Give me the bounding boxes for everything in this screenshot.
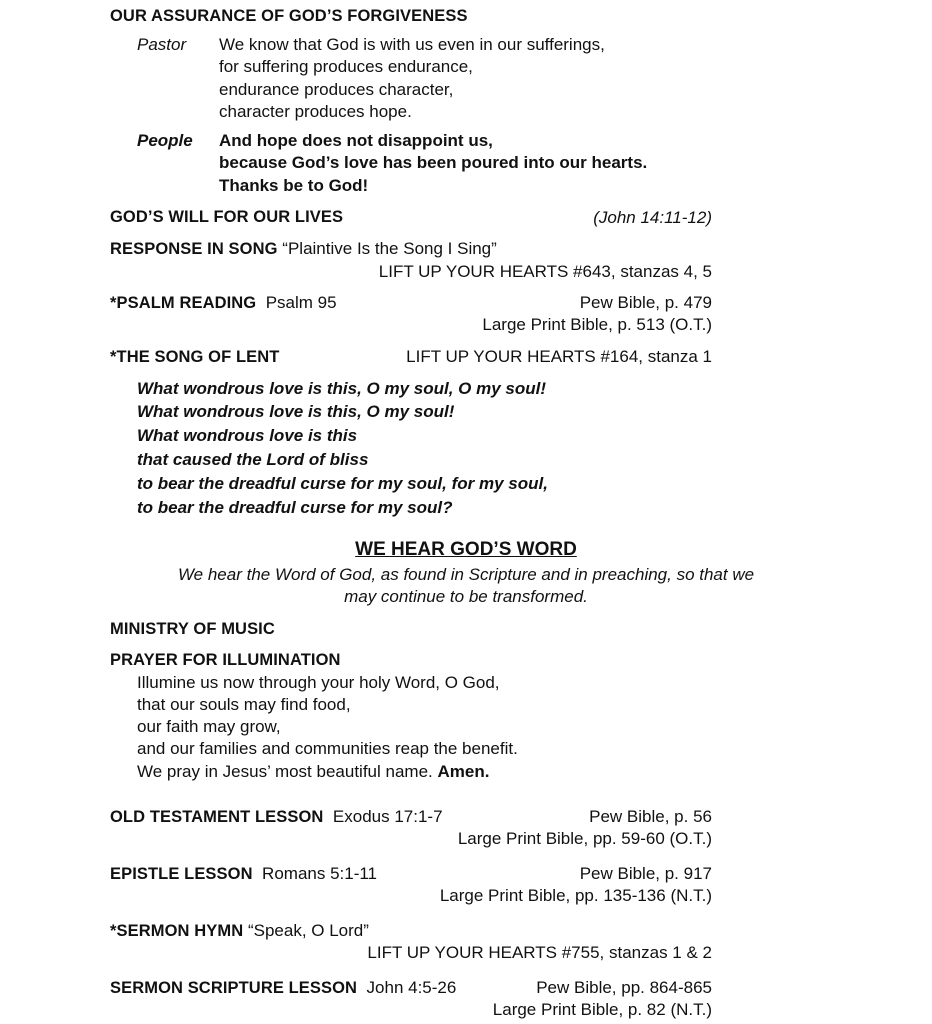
epistle-heading: EPISTLE LESSON: [110, 865, 253, 883]
illumination-line-4: and our families and communities reap the benefit.: [137, 739, 518, 758]
lent-line-1: What wondrous love is this, O my soul, O my soul!: [137, 379, 546, 398]
word-intro-1: We hear the Word of God, as found in Scripture and in preaching, so that we: [177, 565, 755, 584]
illumination-heading: PRAYER FOR ILLUMINATION: [110, 651, 341, 669]
lent-line-2: What wondrous love is this, O my soul!: [137, 402, 455, 421]
pastor-line-1: We know that God is with us even in our sufferings,: [219, 35, 605, 54]
epistle-large-print: Large Print Bible, pp. 135-136 (N.T.): [439, 886, 712, 905]
people-label: People: [137, 131, 193, 150]
lent-line-4: that caused the Lord of bliss: [137, 450, 369, 469]
ot-heading: OLD TESTAMENT LESSON: [110, 808, 324, 826]
sermon-hymn-heading: *SERMON HYMN: [110, 922, 244, 940]
ot-line: [110, 806, 443, 828]
lent-source: LIFT UP YOUR HEARTS #164, stanza 1: [406, 347, 712, 366]
music-heading: MINISTRY OF MUSIC: [110, 620, 275, 638]
epistle-line: [110, 863, 377, 885]
illumination-line-3: our faith may grow,: [137, 717, 281, 736]
psalm-pew: Pew Bible, p. 479: [579, 293, 712, 312]
gods-will-ref: (John 14:11-12): [593, 208, 712, 227]
sermon-hymn-title: “Speak, O Lord”: [247, 921, 369, 940]
psalm-passage: Psalm 95: [265, 293, 337, 312]
pastor-line-3: endurance produces character,: [219, 80, 454, 99]
ot-large-print: Large Print Bible, pp. 59-60 (O.T.): [457, 829, 712, 848]
response-heading: RESPONSE IN SONG: [110, 240, 278, 258]
psalm-line: [110, 292, 337, 314]
response-line: [110, 238, 497, 260]
ot-passage: Exodus 17:1-7: [332, 807, 443, 826]
epistle-passage: Romans 5:1-11: [262, 864, 378, 883]
lent-heading: *THE SONG OF LENT: [110, 348, 280, 366]
people-line-2: because God’s love has been poured into our hearts.: [219, 153, 648, 172]
illumination-line-1: Illumine us now through your holy Word, O God,: [137, 673, 500, 692]
word-section-title: WE HEAR GOD’S WORD: [355, 539, 577, 560]
response-source: LIFT UP YOUR HEARTS #643, stanzas 4, 5: [378, 262, 712, 281]
response-title: “Plaintive Is the Song I Sing”: [282, 239, 497, 258]
gods-will-heading: GOD’S WILL FOR OUR LIVES: [110, 208, 344, 226]
lent-line-6: to bear the dreadful curse for my soul?: [137, 498, 453, 517]
word-intro-2: may continue to be transformed.: [344, 587, 588, 606]
sermon-scripture-line: [110, 977, 456, 999]
sermon-scripture-large-print: Large Print Bible, p. 82 (N.T.): [492, 1000, 712, 1019]
pastor-line-4: character produces hope.: [219, 102, 412, 121]
ot-pew: Pew Bible, p. 56: [589, 807, 712, 826]
sermon-hymn-line: [110, 920, 369, 942]
people-line-3: Thanks be to God!: [219, 176, 369, 195]
sermon-scripture-passage: John 4:5-26: [366, 978, 457, 997]
illumination-last-line: We pray in Jesus’ most beautiful name.: [137, 762, 433, 781]
illumination-line-5: [137, 761, 489, 783]
epistle-pew: Pew Bible, p. 917: [579, 864, 712, 883]
sermon-scripture-pew: Pew Bible, pp. 864-865: [536, 978, 712, 997]
illumination-amen: Amen.: [437, 762, 490, 781]
psalm-large-print: Large Print Bible, p. 513 (O.T.): [482, 315, 712, 334]
pastor-label: Pastor: [137, 35, 187, 54]
lent-line-5: to bear the dreadful curse for my soul, for my soul,: [137, 474, 548, 493]
people-line-1: And hope does not disappoint us,: [219, 131, 493, 150]
psalm-heading: *PSALM READING: [110, 294, 257, 312]
lent-line-3: What wondrous love is this: [137, 426, 358, 445]
illumination-line-2: that our souls may find food,: [137, 695, 351, 714]
sermon-scripture-heading: SERMON SCRIPTURE LESSON: [110, 979, 358, 997]
sermon-hymn-source: LIFT UP YOUR HEARTS #755, stanzas 1 & 2: [367, 943, 712, 962]
assurance-heading: OUR ASSURANCE OF GOD’S FORGIVENESS: [110, 7, 468, 25]
pastor-line-2: for suffering produces endurance,: [219, 57, 473, 76]
